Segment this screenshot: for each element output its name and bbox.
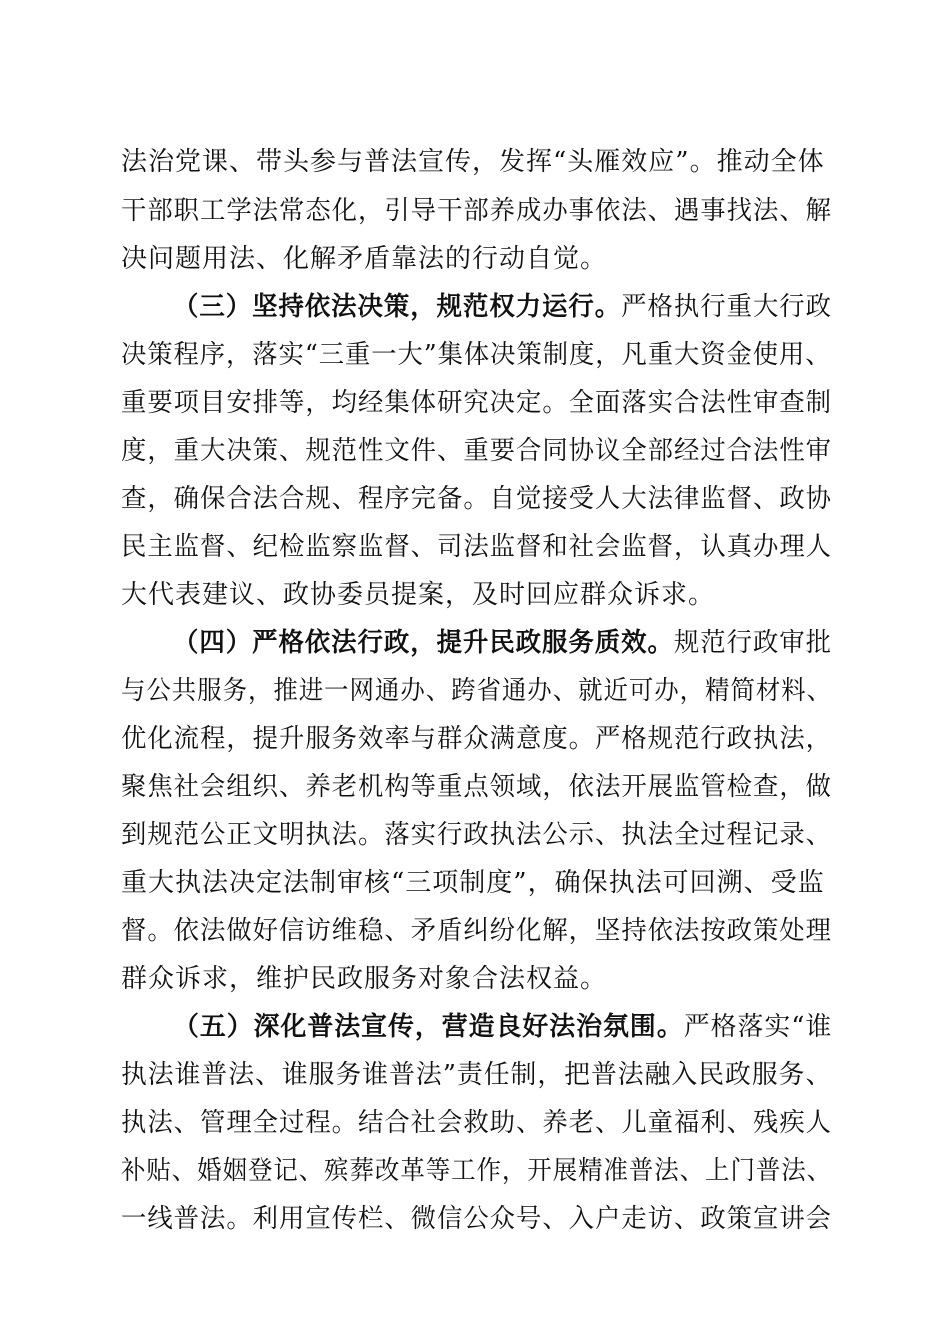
- text-line: [121, 333, 832, 377]
- line-text: 严格执行重大行政: [621, 292, 833, 322]
- line-text: 聚焦社会组织、养老机构等重点领域，依法开展监管检查，做: [121, 772, 833, 802]
- line-text: 大代表建议、政协委员提案，及时回应群众诉求。: [121, 580, 716, 610]
- line-text: 度，重大决策、规范性文件、重要合同协议全部经过合法性审: [121, 436, 833, 466]
- line-text: 严格落实“谁: [683, 1012, 833, 1042]
- line-text: 重大执法决定法制审核“三项制度”，确保执法可回溯、受监: [121, 868, 825, 898]
- line-text: 规范行政审批: [673, 628, 833, 658]
- text-line: [121, 477, 832, 521]
- text-line: [121, 140, 825, 184]
- text-line: [121, 1149, 832, 1193]
- line-text: 到规范公正文明执法。落实行政执法公示、执法全过程记录、: [121, 820, 833, 850]
- line-text: 督。依法做好信访维稳、矛盾纠纷化解，坚持依法按政策处理: [121, 916, 833, 946]
- text-line: [121, 861, 825, 905]
- section-heading-line: [173, 1005, 832, 1049]
- text-line: [121, 1053, 832, 1097]
- line-text: 执法、管理全过程。结合社会救助、养老、儿童福利、残疾人: [121, 1108, 833, 1138]
- line-text: 执法谁普法、谁服务谁普法”责任制，把普法融入民政服务、: [121, 1060, 833, 1090]
- line-text: 民主监督、纪检监察监督、司法监督和社会监督，认真办理人: [121, 532, 833, 562]
- line-text: 干部职工学法常态化，引导干部养成办事依法、遇事找法、解: [121, 196, 833, 226]
- text-line: [121, 765, 832, 809]
- line-text: 决问题用法、化解矛盾靠法的行动自觉。: [121, 244, 608, 274]
- line-text: 补贴、婚姻登记、殡葬改革等工作，开展精准普法、上门普法、: [121, 1156, 833, 1186]
- line-text: 与公共服务，推进一网通办、跨省通办、就近可办，精简材料、: [121, 676, 833, 706]
- text-line: [121, 429, 832, 473]
- text-line: [121, 717, 832, 761]
- line-text: 群众诉求，维护民政服务对象合法权益。: [121, 964, 608, 994]
- line-text: 优化流程，提升服务效率与群众满意度。严格规范行政执法，: [121, 724, 833, 754]
- section-heading-4: （四）严格依法行政，提升民政服务质效。: [173, 628, 674, 658]
- text-line: [121, 957, 607, 1001]
- line-text: 查，确保合法合规、程序完备。自觉接受人大法律监督、政协: [121, 484, 833, 514]
- text-line: [121, 189, 832, 233]
- text-line: [121, 909, 832, 953]
- line-text: 重要项目安排等，均经集体研究决定。全面落实合法性审查制: [121, 388, 833, 418]
- section-heading-line: [173, 621, 832, 665]
- text-line: [121, 573, 715, 617]
- text-line: [121, 525, 832, 569]
- line-text: 一线普法。利用宣传栏、微信公众号、入户走访、政策宣讲会: [121, 1204, 833, 1234]
- text-line: [121, 813, 832, 857]
- text-line: [121, 1197, 832, 1241]
- section-heading-5: （五）深化普法宣传，营造良好法治氛围。: [173, 1012, 684, 1042]
- section-heading-3: （三）坚持依法决策，规范权力运行。: [173, 292, 622, 322]
- text-line: [121, 237, 607, 281]
- text-line: [121, 669, 832, 713]
- text-line: [121, 1101, 832, 1145]
- line-text: 法治党课、带头参与普法宣传，发挥“头雁效应”。推动全体: [121, 147, 825, 177]
- section-heading-line: [173, 285, 832, 329]
- text-line: [121, 381, 832, 425]
- line-text: 决策程序，落实“三重一大”集体决策制度，凡重大资金使用、: [121, 340, 832, 370]
